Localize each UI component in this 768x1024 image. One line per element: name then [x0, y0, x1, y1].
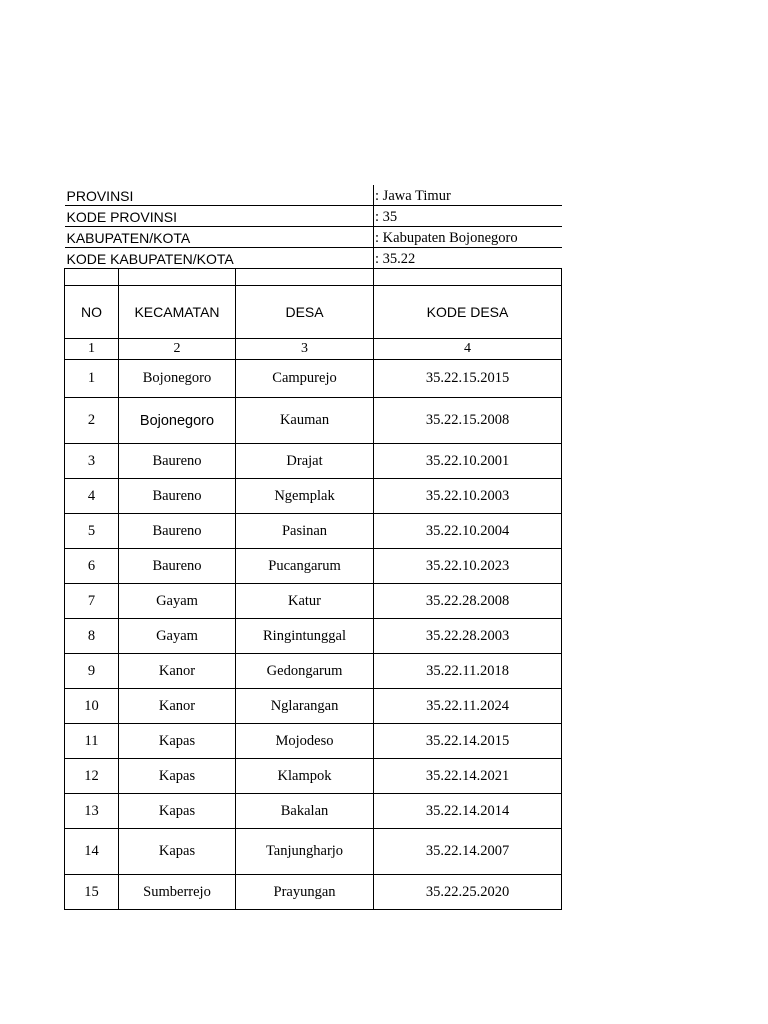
kabupaten-label: KABUPATEN/KOTA [65, 227, 374, 248]
table-row [65, 619, 562, 654]
cell-no: 8 [65, 619, 119, 654]
desa-table-sheet [64, 185, 561, 910]
cell-kode-desa: 35.22.10.2001 [374, 444, 562, 479]
cell-no: 9 [65, 654, 119, 689]
table-row [65, 654, 562, 689]
table-row [65, 398, 562, 444]
cell-kode-desa: 35.22.14.2015 [374, 724, 562, 759]
kode-provinsi-label: KODE PROVINSI [65, 206, 374, 227]
cell-no: 6 [65, 549, 119, 584]
cell-desa: Pucangarum [236, 549, 374, 584]
column-number: 2 [119, 339, 236, 360]
table-header-row [65, 286, 562, 339]
cell-kode-desa: 35.22.11.2024 [374, 689, 562, 724]
cell-kecamatan: Baureno [119, 444, 236, 479]
table-row [65, 759, 562, 794]
meta-row-kode-provinsi [65, 206, 562, 227]
cell-desa: Klampok [236, 759, 374, 794]
provinsi-value: : Jawa Timur [374, 185, 562, 206]
cell-desa: Drajat [236, 444, 374, 479]
cell-kecamatan: Kanor [119, 689, 236, 724]
table-row [65, 875, 562, 910]
cell-kode-desa: 35.22.10.2003 [374, 479, 562, 514]
cell-no: 14 [65, 829, 119, 875]
cell-desa: Campurejo [236, 360, 374, 398]
column-number: 1 [65, 339, 119, 360]
cell-kode-desa: 35.22.14.2021 [374, 759, 562, 794]
cell-kecamatan: Bojonegoro [119, 398, 236, 444]
header-desa: DESA [236, 286, 374, 339]
blank-cell [374, 269, 562, 286]
kabupaten-value: : Kabupaten Bojonegoro [374, 227, 562, 248]
cell-kode-desa: 35.22.10.2004 [374, 514, 562, 549]
table-row [65, 829, 562, 875]
cell-kecamatan: Gayam [119, 619, 236, 654]
cell-no: 13 [65, 794, 119, 829]
cell-desa: Nglarangan [236, 689, 374, 724]
cell-no: 11 [65, 724, 119, 759]
column-number: 3 [236, 339, 374, 360]
cell-no: 2 [65, 398, 119, 444]
blank-cell [236, 269, 374, 286]
cell-kode-desa: 35.22.28.2008 [374, 584, 562, 619]
table-row [65, 794, 562, 829]
cell-kecamatan: Kapas [119, 724, 236, 759]
cell-kecamatan: Baureno [119, 549, 236, 584]
cell-kode-desa: 35.22.14.2007 [374, 829, 562, 875]
table-row [65, 444, 562, 479]
cell-kecamatan: Gayam [119, 584, 236, 619]
cell-kecamatan: Baureno [119, 514, 236, 549]
kode-kabupaten-value: : 35.22 [374, 248, 562, 269]
cell-kode-desa: 35.22.15.2008 [374, 398, 562, 444]
cell-no: 1 [65, 360, 119, 398]
cell-desa: Tanjungharjo [236, 829, 374, 875]
cell-kecamatan: Kanor [119, 654, 236, 689]
header-kode-desa: KODE DESA [374, 286, 562, 339]
cell-desa: Pasinan [236, 514, 374, 549]
table-row [65, 479, 562, 514]
table-row [65, 584, 562, 619]
meta-row-provinsi [65, 185, 562, 206]
desa-table [64, 185, 562, 910]
cell-desa: Kauman [236, 398, 374, 444]
cell-no: 12 [65, 759, 119, 794]
column-number: 4 [374, 339, 562, 360]
column-number-row [65, 339, 562, 360]
cell-kecamatan: Kapas [119, 794, 236, 829]
kode-kabupaten-label: KODE KABUPATEN/KOTA [65, 248, 374, 269]
cell-kode-desa: 35.22.11.2018 [374, 654, 562, 689]
cell-kecamatan: Sumberrejo [119, 875, 236, 910]
blank-cell [65, 269, 119, 286]
cell-kode-desa: 35.22.15.2015 [374, 360, 562, 398]
cell-no: 3 [65, 444, 119, 479]
cell-kode-desa: 35.22.10.2023 [374, 549, 562, 584]
cell-kecamatan: Kapas [119, 829, 236, 875]
kode-provinsi-value: : 35 [374, 206, 562, 227]
table-row [65, 360, 562, 398]
cell-desa: Ringintunggal [236, 619, 374, 654]
blank-row [65, 269, 562, 286]
header-kecamatan: KECAMATAN [119, 286, 236, 339]
header-no: NO [65, 286, 119, 339]
meta-row-kabupaten [65, 227, 562, 248]
cell-kecamatan: Baureno [119, 479, 236, 514]
meta-row-kode-kabupaten [65, 248, 562, 269]
cell-desa: Gedongarum [236, 654, 374, 689]
blank-cell [119, 269, 236, 286]
cell-desa: Katur [236, 584, 374, 619]
cell-no: 10 [65, 689, 119, 724]
cell-no: 4 [65, 479, 119, 514]
cell-desa: Bakalan [236, 794, 374, 829]
table-row [65, 514, 562, 549]
table-row [65, 724, 562, 759]
cell-no: 15 [65, 875, 119, 910]
cell-no: 7 [65, 584, 119, 619]
cell-desa: Mojodeso [236, 724, 374, 759]
cell-kode-desa: 35.22.25.2020 [374, 875, 562, 910]
table-row [65, 549, 562, 584]
cell-desa: Ngemplak [236, 479, 374, 514]
table-row [65, 689, 562, 724]
cell-desa: Prayungan [236, 875, 374, 910]
cell-kode-desa: 35.22.14.2014 [374, 794, 562, 829]
cell-kecamatan: Bojonegoro [119, 360, 236, 398]
cell-no: 5 [65, 514, 119, 549]
cell-kode-desa: 35.22.28.2003 [374, 619, 562, 654]
provinsi-label: PROVINSI [65, 185, 374, 206]
cell-kecamatan: Kapas [119, 759, 236, 794]
